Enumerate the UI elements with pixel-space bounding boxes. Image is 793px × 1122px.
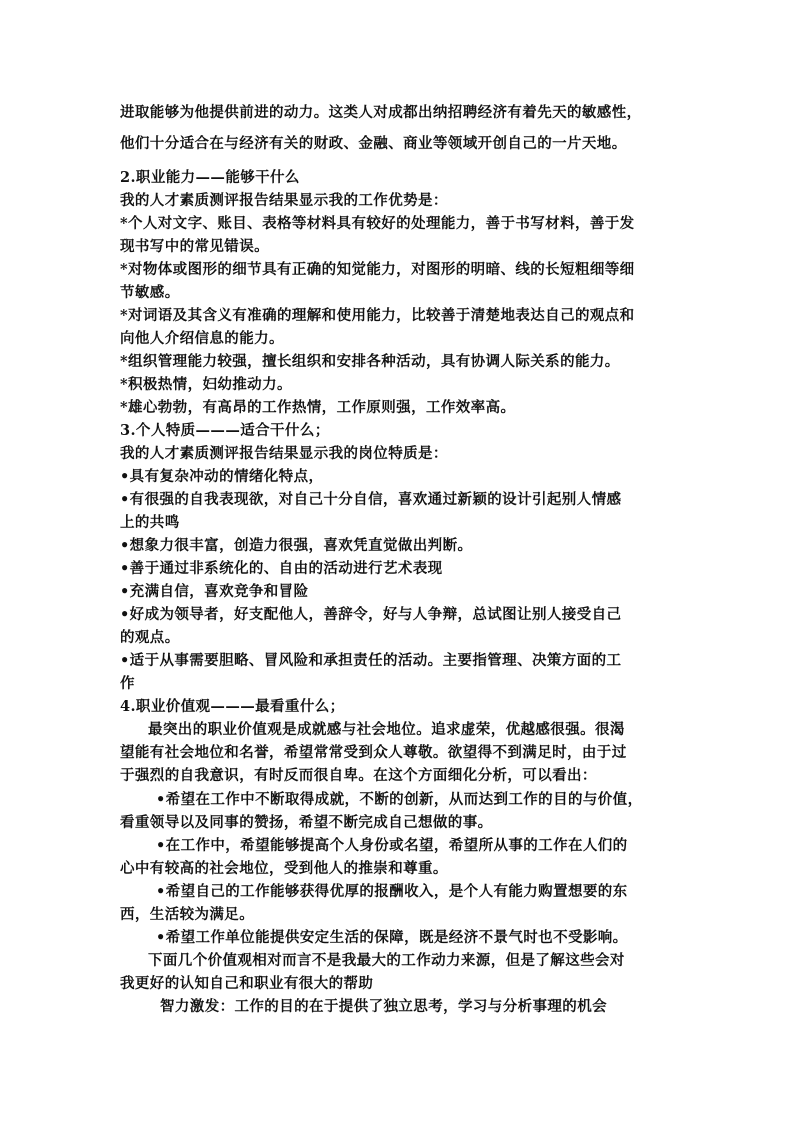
paragraph-line: 最突出的职业价值观是成就感与社会地位。追求虚荣，优越感很强。很渴 xyxy=(148,721,625,738)
list-item-cont: 的观点。 xyxy=(120,629,180,646)
section-heading-2: 2.职业能力——能够干什么 xyxy=(120,169,300,186)
list-item-cont: 看重领导以及同事的赞扬，希望不断完成自己想做的事。 xyxy=(120,814,493,831)
list-item-cont: 西，生活较为满足。 xyxy=(120,906,255,923)
section-heading-4: 4.职业价值观———最看重什么； xyxy=(120,698,345,715)
list-item: *雄心勃勃，有高昂的工作热情，工作原则强，工作效率高。 xyxy=(120,399,516,416)
list-item: •希望自己的工作能够获得优厚的报酬收入，是个人有能力购置想要的东 xyxy=(156,883,628,900)
paragraph-line: 于强烈的自我意识，有时反而很自卑。在这个方面细化分析，可以看出： xyxy=(120,767,597,784)
list-item-cont: 向他人介绍信息的能力。 xyxy=(120,330,284,347)
list-item: •好成为领导者，好支配他人，善辞令，好与人争辩，总试图让别人接受自己 xyxy=(120,606,622,623)
list-item: •有很强的自我表现欲，对自己十分自信，喜欢通过新颖的设计引起别人情感 xyxy=(120,491,622,508)
paragraph-line: 智力激发：工作的目的在于提供了独立思考，学习与分析事理的机会 xyxy=(160,998,607,1015)
list-item-cont: 作 xyxy=(120,675,135,692)
paragraph-line: 下面几个价值观相对而言不是我最大的工作动力来源，但是了解这些会对 xyxy=(148,952,625,969)
list-item: *组织管理能力较强，擅长组织和安排各种活动，具有协调人际关系的能力。 xyxy=(120,353,620,370)
list-item: •在工作中，希望能够提高个人身份或名望，希望所从事的工作在人们的 xyxy=(156,837,628,854)
list-item: *对物体或图形的细节具有正确的知觉能力，对图形的明暗、线的长短粗细等细 xyxy=(120,261,635,278)
paragraph-line: 进取能够为他提供前进的动力。这类人对成都出纳招聘经济有着先天的敏感性， xyxy=(120,104,642,121)
list-item: •具有复杂冲动的情绪化特点， xyxy=(120,468,324,485)
list-item-cont: 节敏感。 xyxy=(120,284,180,301)
list-item: •希望工作单位能提供安定生活的保障，既是经济不景气时也不受影响。 xyxy=(156,929,628,946)
list-item: •善于通过非系统化的、自由的活动进行艺术表现 xyxy=(120,560,443,577)
paragraph-line: 他们十分适合在与经济有关的财政、金融、商业等领域开创自己的一片天地。 xyxy=(120,135,627,152)
section-heading-3: 3.个人特质———适合干什么； xyxy=(120,422,330,439)
list-item: *个人对文字、账目、表格等材料具有较好的处理能力，善于书写材料，善于发 xyxy=(120,215,635,232)
list-item: •适于从事需要胆略、冒风险和承担责任的活动。主要指管理、决策方面的工 xyxy=(120,652,622,669)
list-item: •希望在工作中不断取得成就，不断的创新，从而达到工作的目的与价值， xyxy=(156,791,643,808)
paragraph-line: 我的人才素质测评报告结果显示我的岗位特质是： xyxy=(120,445,448,462)
list-item: •想象力很丰富，创造力很强，喜欢凭直觉做出判断。 xyxy=(120,537,473,554)
list-item-cont: 上的共鸣 xyxy=(120,514,180,531)
paragraph-line: 我的人才素质测评报告结果显示我的工作优势是： xyxy=(120,192,448,209)
list-item-cont: 心中有较高的社会地位，受到他人的推崇和尊重。 xyxy=(120,860,448,877)
list-item-cont: 现书写中的常见错误。 xyxy=(120,238,269,255)
paragraph-line: 我更好的认知自己和职业有很大的帮助 xyxy=(120,975,374,992)
list-item: *积极热情，妇幼推动力。 xyxy=(120,376,292,393)
list-item: *对词语及其含义有准确的理解和使用能力，比较善于清楚地表达自己的观点和 xyxy=(120,307,635,324)
paragraph-line: 望能有社会地位和名誉，希望常常受到众人尊敬。欲望得不到满足时，由于过 xyxy=(120,744,627,761)
list-item: •充满自信，喜欢竞争和冒险 xyxy=(120,583,309,600)
